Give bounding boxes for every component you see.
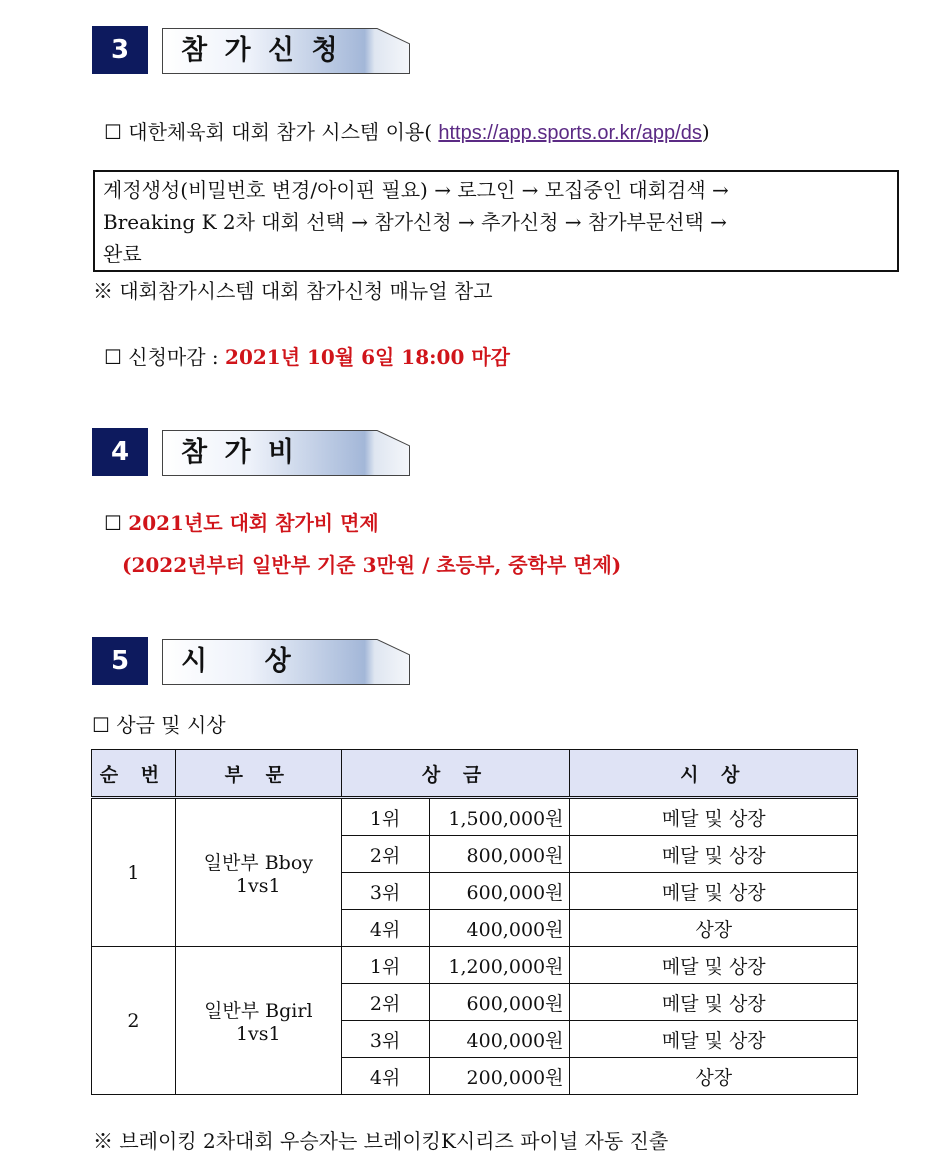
rank-cell: 2위 bbox=[341, 836, 429, 873]
group-division: 일반부 Bboy 1vs1 bbox=[175, 798, 341, 947]
prize-cell: 1,500,000원 bbox=[429, 798, 570, 836]
header-prize: 상 금 bbox=[341, 750, 570, 798]
process-line-2: Breaking K 2차 대회 선택 → 참가신청 → 추가신청 → 참가부문선택 → bbox=[103, 210, 727, 234]
header-division: 부 문 bbox=[175, 750, 341, 798]
group-no: 1 bbox=[92, 798, 176, 947]
checkbox-icon: ☐ bbox=[104, 345, 122, 369]
award-cell: 상장 bbox=[570, 910, 858, 947]
rank-cell: 1위 bbox=[341, 798, 429, 836]
page-fold-icon bbox=[376, 430, 410, 446]
section-3-number: 3 bbox=[92, 26, 148, 74]
table-row bbox=[92, 947, 858, 984]
header-award: 시 상 bbox=[570, 750, 858, 798]
deadline-line bbox=[104, 343, 510, 371]
award-cell: 메달 및 상장 bbox=[570, 836, 858, 873]
deadline-value: 2021년 10월 6일 18:00 마감 bbox=[225, 345, 510, 369]
process-line-3: 완료 bbox=[103, 242, 142, 266]
section-5-number: 5 bbox=[92, 637, 148, 685]
award-cell: 메달 및 상장 bbox=[570, 873, 858, 910]
rank-cell: 1위 bbox=[341, 947, 429, 984]
section-5-title bbox=[162, 639, 410, 685]
header-no: 순 번 bbox=[92, 750, 176, 798]
rank-cell: 4위 bbox=[341, 1058, 429, 1095]
group-division: 일반부 Bgirl 1vs1 bbox=[175, 947, 341, 1095]
rank-cell: 2위 bbox=[341, 984, 429, 1021]
section-3-title bbox=[162, 28, 410, 74]
table-header-row bbox=[92, 750, 858, 798]
section-5-title-text: 시 상 bbox=[181, 646, 295, 677]
page-fold-icon bbox=[376, 639, 410, 655]
section-4-number: 4 bbox=[92, 428, 148, 476]
checkbox-icon: ☐ bbox=[104, 120, 122, 144]
prize-subtitle: 상금 및 시상 bbox=[116, 713, 226, 737]
prize-cell: 600,000원 bbox=[429, 873, 570, 910]
award-cell: 메달 및 상장 bbox=[570, 984, 858, 1021]
system-usage-close: ) bbox=[701, 120, 710, 144]
process-line-1: 계정생성(비밀번호 변경/아이핀 필요) → 로그인 → 모집중인 대회검색 → bbox=[103, 178, 729, 202]
deadline-label: 신청마감 : bbox=[128, 345, 219, 369]
section-4-title bbox=[162, 430, 410, 476]
rank-cell: 3위 bbox=[341, 1021, 429, 1058]
rank-cell: 3위 bbox=[341, 873, 429, 910]
award-cell: 메달 및 상장 bbox=[570, 1021, 858, 1058]
process-box bbox=[93, 170, 899, 272]
system-usage-line bbox=[104, 118, 710, 147]
system-link[interactable]: https://app.sports.or.kr/app/ds bbox=[438, 122, 702, 144]
section-3-title-text: 참 가 신 청 bbox=[181, 35, 342, 66]
table-row bbox=[92, 798, 858, 836]
group-no: 2 bbox=[92, 947, 176, 1095]
page-fold-icon bbox=[376, 28, 410, 44]
fee-line bbox=[104, 509, 379, 537]
section-4-title-text: 참 가 비 bbox=[181, 437, 299, 468]
prize-cell: 200,000원 bbox=[429, 1058, 570, 1095]
prize-cell: 800,000원 bbox=[429, 836, 570, 873]
prize-table bbox=[91, 749, 858, 1095]
prize-cell: 400,000원 bbox=[429, 910, 570, 947]
prize-cell: 1,200,000원 bbox=[429, 947, 570, 984]
finals-note: ※ 브레이킹 2차대회 우승자는 브레이킹K시리즈 파이널 자동 진출 bbox=[93, 1129, 669, 1153]
rank-cell: 4위 bbox=[341, 910, 429, 947]
manual-note: ※ 대회참가시스템 대회 참가신청 매뉴얼 참고 bbox=[93, 279, 493, 303]
system-usage-text: 대한체육회 대회 참가 시스템 이용( bbox=[128, 120, 433, 144]
checkbox-icon: ☐ bbox=[92, 713, 110, 737]
award-cell: 상장 bbox=[570, 1058, 858, 1095]
prize-cell: 600,000원 bbox=[429, 984, 570, 1021]
checkbox-icon: ☐ bbox=[104, 511, 122, 535]
fee-exempt-text: 2021년도 대회 참가비 면제 bbox=[128, 511, 379, 535]
award-cell: 메달 및 상장 bbox=[570, 798, 858, 836]
award-cell: 메달 및 상장 bbox=[570, 947, 858, 984]
prize-cell: 400,000원 bbox=[429, 1021, 570, 1058]
fee-note: (2022년부터 일반부 기준 3만원 / 초등부, 중학부 면제) bbox=[122, 553, 622, 577]
prize-subtitle-line bbox=[92, 711, 226, 739]
